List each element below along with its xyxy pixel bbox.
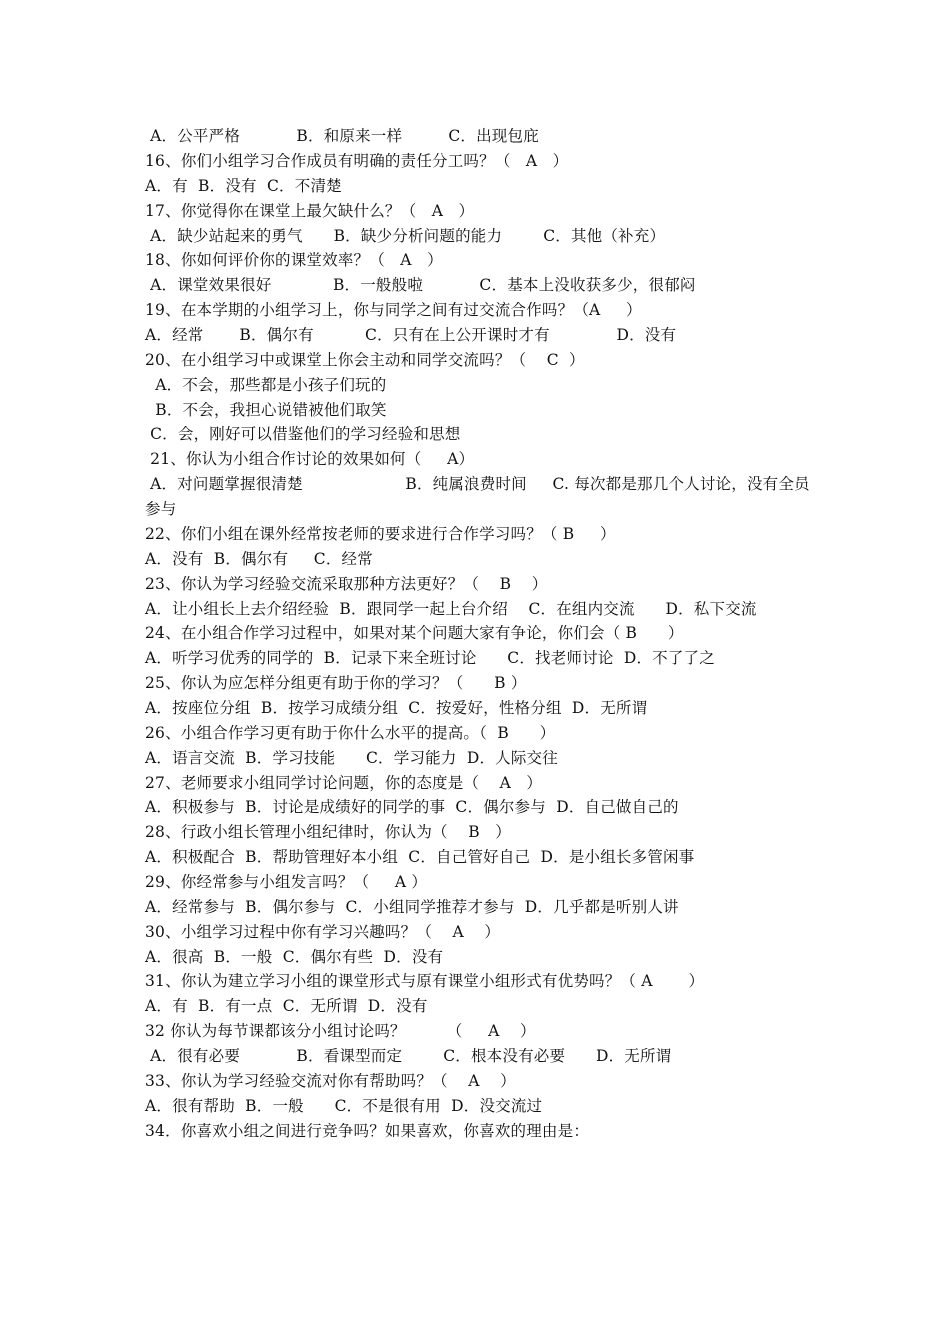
options-q27: A．积极参与 B．讨论是成绩好的同学的事 C．偶尔参与 D．自己做自己的	[145, 798, 679, 816]
question-18: 18、你如何评价你的课堂效率？（ A ）	[145, 251, 443, 269]
question-24: 24、在小组合作学习过程中，如果对某个问题大家有争论，你们会（ B ）	[145, 624, 684, 642]
options-q21: A．对问题掌握很清楚 B．纯属浪费时间 C. 每次都是那几个人讨论，没有全员	[145, 475, 810, 493]
options-q18: A．课堂效果很好 B．一般般啦 C．基本上没收获多少，很郁闷	[145, 276, 696, 294]
question-34: 34．你喜欢小组之间进行竞争吗？如果喜欢，你喜欢的理由是：	[145, 1122, 590, 1140]
option-q20-c: C．会，刚好可以借鉴他们的学习经验和思想	[145, 425, 461, 443]
options-q17: A．缺少站起来的勇气 B．缺少分析问题的能力 C．其他（补充）	[145, 227, 666, 245]
options-q30: A．很高 B．一般 C．偶尔有些 D．没有	[145, 948, 444, 966]
question-23: 23、你认为学习经验交流采取那种方法更好？（ B ）	[145, 575, 548, 593]
options-q32: A．很有必要 B．看课型而定 C．根本没有必要 D．无所谓	[145, 1047, 672, 1065]
question-26: 26、小组合作学习更有助于你什么水平的提高。（ B ）	[145, 724, 556, 742]
question-20: 20、在小组学习中或课堂上你会主动和同学交流吗？（ C ）	[145, 351, 585, 369]
question-22: 22、你们小组在课外经常按老师的要求进行合作学习吗？（ B ）	[145, 525, 616, 543]
question-16: 16、你们小组学习合作成员有明确的责任分工吗？（ A ）	[145, 152, 569, 170]
question-21: 21、你认为小组合作讨论的效果如何（ A）	[145, 450, 475, 468]
question-28: 28、行政小组长管理小组纪律时，你认为（ B ）	[145, 823, 511, 841]
options-q22: A．没有 B．偶尔有 C．经常	[145, 550, 373, 568]
question-17: 17、你觉得你在课堂上最欠缺什么？（ A ）	[145, 202, 475, 220]
options-q23: A．让小组长上去介绍经验 B．跟同学一起上台介绍 C．在组内交流 D．私下交流	[145, 600, 757, 618]
question-25: 25、你认为应怎样分组更有助于你的学习？（ B ）	[145, 674, 527, 692]
options-q26: A．语言交流 B．学习技能 C．学习能力 D．人际交往	[145, 749, 558, 767]
options-q33: A．很有帮助 B．一般 C．不是很有用 D．没交流过	[145, 1097, 543, 1115]
options-q31: A．有 B．有一点 C．无所谓 D．没有	[145, 997, 428, 1015]
options-q29: A．经常参与 B．偶尔参与 C．小组同学推荐才参与 D．几乎都是听别人讲	[145, 898, 679, 916]
question-30: 30、小组学习过程中你有学习兴趣吗？（ A ）	[145, 923, 501, 941]
question-32: 32 你认为每节课都该分小组讨论吗？ （ A ）	[145, 1022, 536, 1040]
question-29: 29、你经常参与小组发言吗？（ A ）	[145, 873, 428, 891]
option-line-q15: A．公平严格 B．和原来一样 C．出现包庇	[145, 127, 539, 145]
options-q16: A．有 B．没有 C．不清楚	[145, 177, 342, 195]
option-q20-b: B．不会，我担心说错被他们取笑	[145, 401, 387, 419]
question-19: 19、在本学期的小组学习上，你与同学之间有过交流合作吗？（A ）	[145, 301, 642, 319]
question-27: 27、老师要求小组同学讨论问题，你的态度是（ A ）	[145, 774, 543, 792]
options-q28: A．积极配合 B．帮助管理好本小组 C．自己管好自己 D．是小组长多管闲事	[145, 848, 695, 866]
options-q19: A．经常 B．偶尔有 C．只有在上公开课时才有 D．没有	[145, 326, 677, 344]
option-q20-a: A．不会，那些都是小孩子们玩的	[145, 376, 387, 394]
question-31: 31、你认为建立学习小组的课堂形式与原有课堂小组形式有优势吗？（ A ）	[145, 972, 705, 990]
options-q25: A．按座位分组 B．按学习成绩分组 C．按爱好，性格分组 D．无所谓	[145, 699, 648, 717]
options-q24: A．听学习优秀的同学的 B．记录下来全班讨论 C．找老师讨论 D．不了了之	[145, 649, 715, 667]
options-q21-cont: 参与	[145, 500, 177, 518]
question-33: 33、你认为学习经验交流对你有帮助吗？（ A ）	[145, 1072, 516, 1090]
